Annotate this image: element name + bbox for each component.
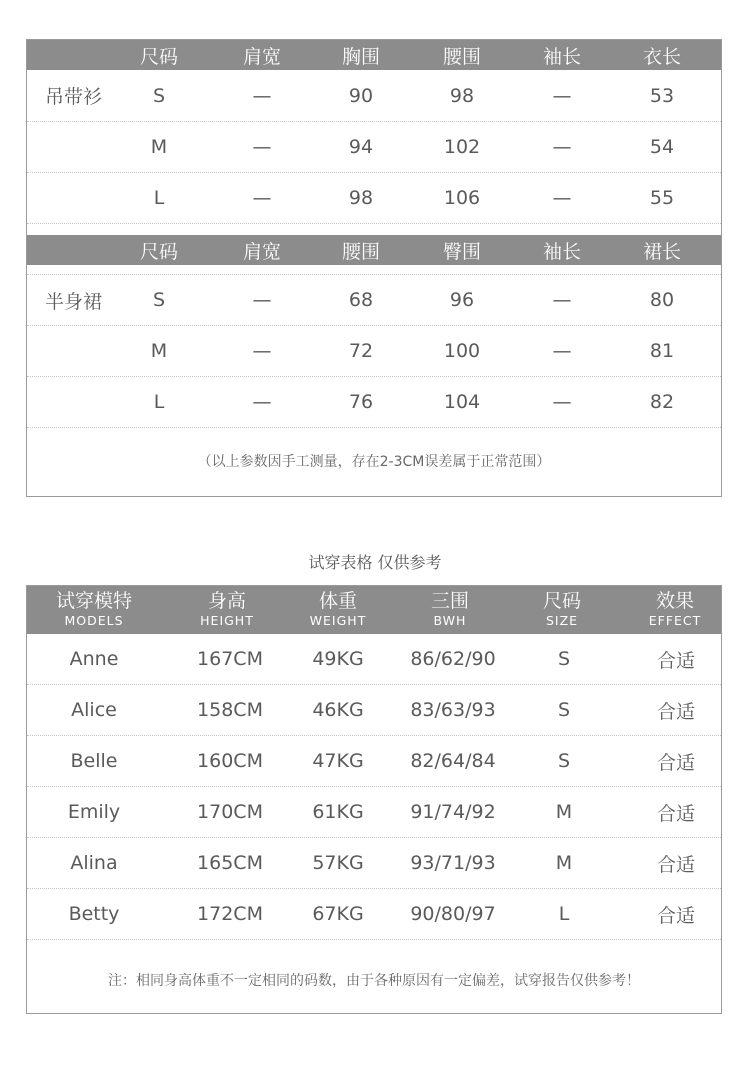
- table-cell: —: [552, 391, 572, 413]
- table1-header-cell: 肩宽: [242, 45, 282, 68]
- table-cell: —: [252, 289, 272, 311]
- table-cell: 57KG: [312, 852, 364, 874]
- header-cn: 效果: [655, 590, 695, 613]
- header-en: WEIGHT: [309, 613, 367, 629]
- table-cell: 80: [649, 289, 675, 311]
- table-cell: L: [153, 187, 165, 209]
- table-cell: —: [552, 289, 572, 311]
- table-cell: S: [557, 750, 571, 772]
- table-cell: S: [557, 648, 571, 670]
- table-cell: 68: [348, 289, 374, 311]
- table1-header-cell: 衣长: [642, 45, 682, 68]
- table-cell: M: [150, 136, 168, 158]
- table-cell: L: [558, 903, 570, 925]
- size-chart-box: [26, 39, 722, 497]
- table-row: [27, 838, 721, 889]
- header-cn: 三围: [430, 590, 470, 613]
- table-cell: 46KG: [312, 699, 364, 721]
- header-en: SIZE: [545, 613, 579, 629]
- table-cell: L: [153, 391, 165, 413]
- table-cell: 106: [443, 187, 481, 209]
- table1-header-cell: 尺码: [139, 45, 179, 68]
- table-cell: M: [555, 801, 573, 823]
- table-cell: —: [252, 187, 272, 209]
- tryon-header-cell: [56, 592, 132, 627]
- table-cell: —: [552, 340, 572, 362]
- table2-header-cell: 袖长: [542, 240, 582, 263]
- table-row: [27, 377, 721, 428]
- tryon-header-cell: [431, 592, 469, 627]
- table-cell: 93/71/93: [410, 852, 496, 874]
- table-row: [27, 275, 721, 326]
- tryon-header-cell: [200, 592, 254, 627]
- model-name: Alina: [70, 852, 118, 874]
- table-cell: 合适: [656, 700, 696, 723]
- category-label: 吊带衫: [45, 86, 103, 108]
- table-cell: 55: [649, 187, 675, 209]
- table-cell: 合适: [656, 802, 696, 825]
- table-cell: 91/74/92: [410, 801, 496, 823]
- table-row: [27, 70, 721, 122]
- table-cell: 83/63/93: [410, 699, 496, 721]
- table-cell: 47KG: [312, 750, 364, 772]
- spacer-row: [27, 265, 721, 275]
- table-cell: 90/80/97: [410, 903, 496, 925]
- table-cell: 86/62/90: [410, 648, 496, 670]
- table-cell: 102: [443, 136, 481, 158]
- table-cell: —: [252, 391, 272, 413]
- model-name: Betty: [68, 903, 120, 925]
- table-cell: 158CM: [197, 699, 263, 721]
- model-name: Belle: [70, 750, 118, 772]
- table2-header: [27, 235, 721, 265]
- table-cell: 82: [649, 391, 675, 413]
- table-cell: 160CM: [197, 750, 263, 772]
- table-cell: 合适: [656, 853, 696, 876]
- table-cell: 合适: [656, 649, 696, 672]
- table-cell: 98: [449, 84, 475, 107]
- tryon-header-cell: [310, 592, 367, 627]
- table-cell: 67KG: [312, 903, 364, 925]
- table-cell: 167CM: [197, 648, 263, 670]
- table2-header-cell: 肩宽: [242, 240, 282, 263]
- header-cn: 体重: [318, 590, 358, 613]
- table-cell: 172CM: [197, 903, 263, 925]
- table-cell: 100: [443, 340, 481, 362]
- table-cell: 81: [649, 340, 675, 362]
- table-cell: 合适: [656, 751, 696, 774]
- table-cell: S: [557, 699, 571, 721]
- table-row: [27, 122, 721, 173]
- table-cell: 96: [449, 289, 475, 311]
- table-row: [27, 634, 721, 685]
- table2-header-cell: 裙长: [642, 240, 682, 263]
- table-cell: 82/64/84: [410, 750, 496, 772]
- table-cell: 72: [348, 340, 374, 362]
- tryon-title: 试穿表格 仅供参考: [308, 553, 442, 572]
- table-cell: —: [252, 340, 272, 362]
- tryon-header-cell: [649, 592, 702, 627]
- table-cell: —: [552, 187, 572, 209]
- category-label: 半身裙: [45, 290, 103, 313]
- header-cn: 试穿模特: [55, 590, 133, 613]
- table-row: [27, 736, 721, 787]
- table-row: [27, 326, 721, 377]
- model-name: Alice: [71, 699, 117, 721]
- table2-header-cell: 腰围: [341, 240, 381, 263]
- tryon-note: 注：相同身高体重不一定相同的码数，由于各种原因有一定偏差，试穿报告仅供参考！: [108, 973, 640, 989]
- tryon-header-cell: [543, 592, 581, 627]
- table-cell: 54: [649, 136, 675, 158]
- header-en: MODELS: [64, 613, 124, 629]
- table-cell: —: [552, 84, 572, 107]
- header-en: HEIGHT: [200, 613, 254, 629]
- table-cell: M: [150, 340, 168, 362]
- table-cell: —: [252, 136, 272, 158]
- header-cn: 身高: [207, 590, 246, 613]
- table1-header-cell: 胸围: [341, 45, 381, 68]
- table-row: [27, 173, 721, 224]
- table-cell: 165CM: [197, 852, 263, 874]
- measurement-note: （以上参数因手工测量，存在2-3CM误差属于正常范围）: [197, 454, 551, 470]
- table-cell: 76: [348, 391, 374, 413]
- table-cell: S: [152, 289, 166, 311]
- table-row: [27, 685, 721, 736]
- table-cell: 合适: [656, 904, 696, 927]
- table-cell: 61KG: [312, 801, 364, 823]
- table2-header-cell: 尺码: [139, 240, 179, 263]
- model-name: Emily: [67, 801, 121, 823]
- table-cell: 94: [348, 136, 374, 158]
- header-en: EFFECT: [648, 613, 702, 629]
- table-cell: S: [152, 84, 166, 107]
- table1-header-cell: 腰围: [442, 45, 482, 68]
- table-cell: —: [252, 84, 272, 107]
- tryon-header: [27, 586, 721, 634]
- table-cell: —: [552, 136, 572, 158]
- table-row: [27, 889, 721, 940]
- table2-header-cell: 臀围: [442, 240, 482, 263]
- table-cell: 53: [649, 84, 675, 107]
- table-cell: 49KG: [312, 648, 364, 670]
- table-cell: 98: [348, 187, 374, 209]
- table-cell: 170CM: [197, 801, 263, 823]
- table-row: [27, 787, 721, 838]
- header-en: BWH: [433, 613, 467, 629]
- tryon-table-box: [26, 585, 722, 1014]
- header-cn: 尺码: [542, 590, 582, 613]
- table-cell: M: [555, 852, 573, 874]
- table-cell: 104: [443, 391, 481, 413]
- table1-header-cell: 袖长: [542, 45, 582, 68]
- table-cell: 90: [348, 84, 374, 107]
- table1-header: [27, 40, 721, 70]
- model-name: Anne: [69, 648, 119, 670]
